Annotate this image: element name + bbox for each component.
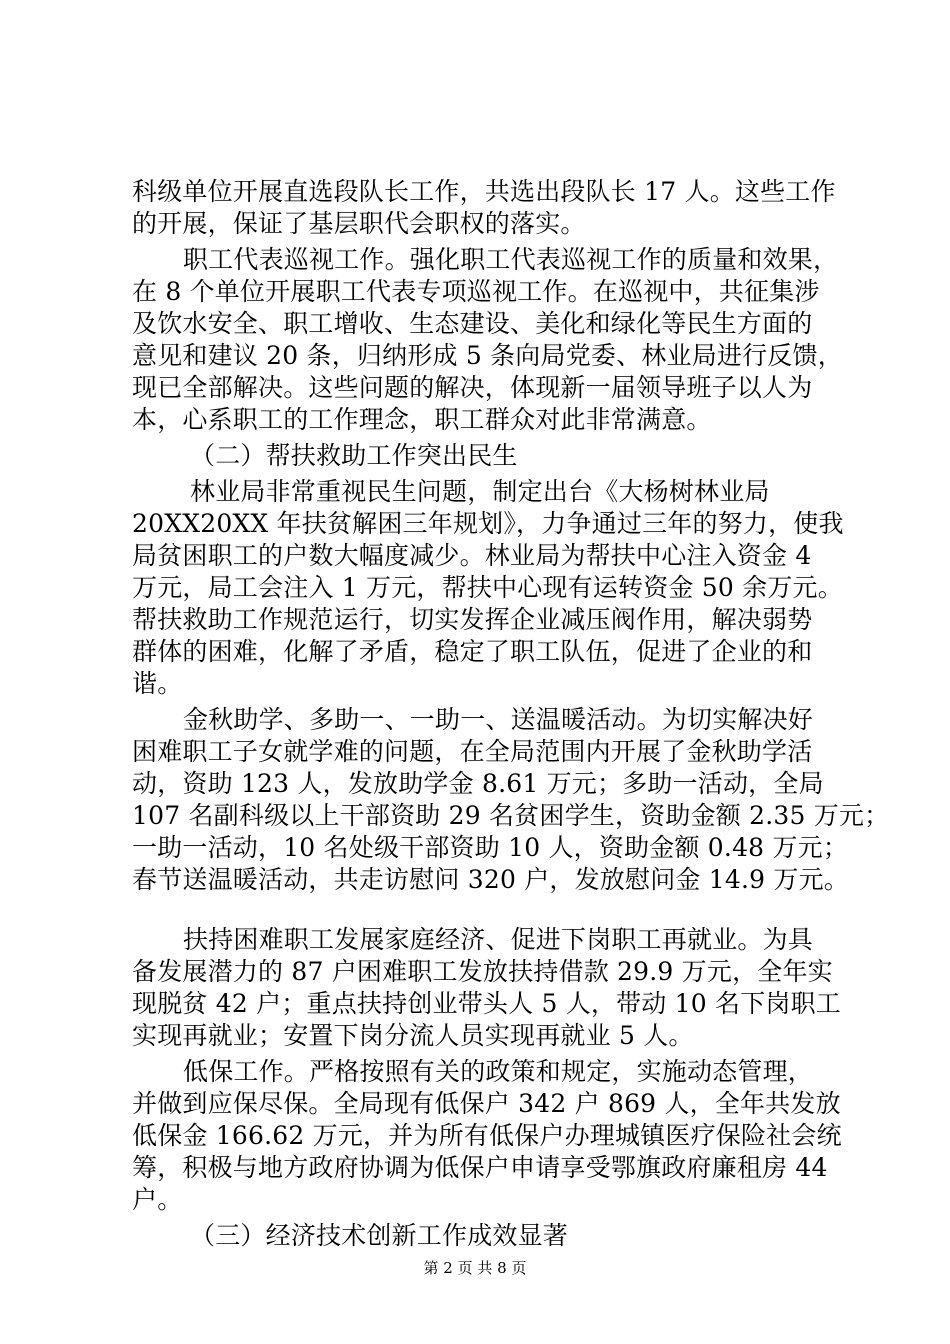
body-line: 并做到应保尽保。全局现有低保户 342 户 869 人，全年共发放 [132, 1089, 841, 1118]
body-line: 春节送温暖活动，共走访慰问 320 户，发放慰问金 14.9 万元。 [132, 865, 849, 894]
paragraph-start-line: 扶持困难职工发展家庭经济、促进下岗职工再就业。为具 [183, 925, 814, 954]
body-line: 实现再就业；安置下岗分流人员实现再就业 5 人。 [132, 1021, 694, 1050]
body-line: 在 8 个单位开展职工代表专项巡视工作。在巡视中，共征集涉 [132, 277, 820, 306]
section-heading: （三）经济技术创新工作成效显著 [190, 1221, 569, 1250]
paragraph-start-line: 低保工作。严格按照有关的政策和规定，实施动态管理， [183, 1057, 814, 1086]
body-line: 谐。 [132, 669, 183, 698]
body-line: 筹，积极与地方政府协调为低保户申请享受鄂旗政府廉租房 44 [132, 1153, 828, 1182]
body-line: 现已全部解决。这些问题的解决，体现新一届领导班子以人为 [132, 373, 813, 402]
body-line: 备发展潜力的 87 户困难职工发放扶持借款 29.9 万元，全年实 [132, 957, 833, 986]
body-line: 帮扶救助工作规范运行，切实发挥企业减压阀作用，解决弱势 [132, 605, 813, 634]
page-number-footer: 第 2 页 共 8 页 [423, 1259, 527, 1277]
paragraph-start-line: 金秋助学、多助一、一助一、送温暖活动。为切实解决好 [183, 705, 814, 734]
paragraph-start-line: 职工代表巡视工作。强化职工代表巡视工作的质量和效果， [183, 245, 839, 274]
body-line: 现脱贫 42 户；重点扶持创业带头人 5 人，带动 10 名下岗职工 [132, 989, 842, 1018]
body-line: 107 名副科级以上干部资助 29 名贫困学生，资助金额 2.35 万元； [132, 801, 890, 830]
body-line: 群体的困难，化解了矛盾，稳定了职工队伍，促进了企业的和 [132, 637, 813, 666]
body-line: 低保金 166.62 万元，并为所有低保户办理城镇医疗保险社会统 [132, 1121, 842, 1150]
body-line: 一助一活动，10 名处级干部资助 10 人，资助金额 0.48 万元； [132, 833, 849, 862]
body-line: 万元，局工会注入 1 万元，帮扶中心现有运转资金 50 余万元。 [132, 573, 843, 602]
body-line: 困难职工子女就学难的问题，在全局范围内开展了金秋助学活 [132, 737, 813, 766]
body-line: 20XX20XX 年扶贫解困三年规划》，力争通过三年的努力，使我 [132, 509, 844, 538]
body-line: 科级单位开展直选段队长工作，共选出段队长 17 人。这些工作 [132, 177, 836, 206]
body-line: 户。 [132, 1185, 183, 1214]
body-line: 意见和建议 20 条，归纳形成 5 条向局党委、林业局进行反馈， [132, 341, 843, 370]
body-line: 动，资助 123 人，发放助学金 8.61 万元；多助一活动，全局 [132, 769, 824, 798]
body-line: 的开展，保证了基层职代会职权的落实。 [132, 209, 586, 238]
body-line: 本，心系职工的工作理念，职工群众对此非常满意。 [132, 405, 712, 434]
body-line: 局贫困职工的户数大幅度减少。林业局为帮扶中心注入资金 4 [132, 541, 812, 570]
body-line: 及饮水安全、职工增收、生态建设、美化和绿化等民生方面的 [132, 309, 813, 338]
paragraph-start-line: 林业局非常重视民生问题，制定出台《大杨树林业局 [190, 477, 770, 506]
section-heading: （二）帮扶救助工作突出民生 [190, 441, 518, 470]
